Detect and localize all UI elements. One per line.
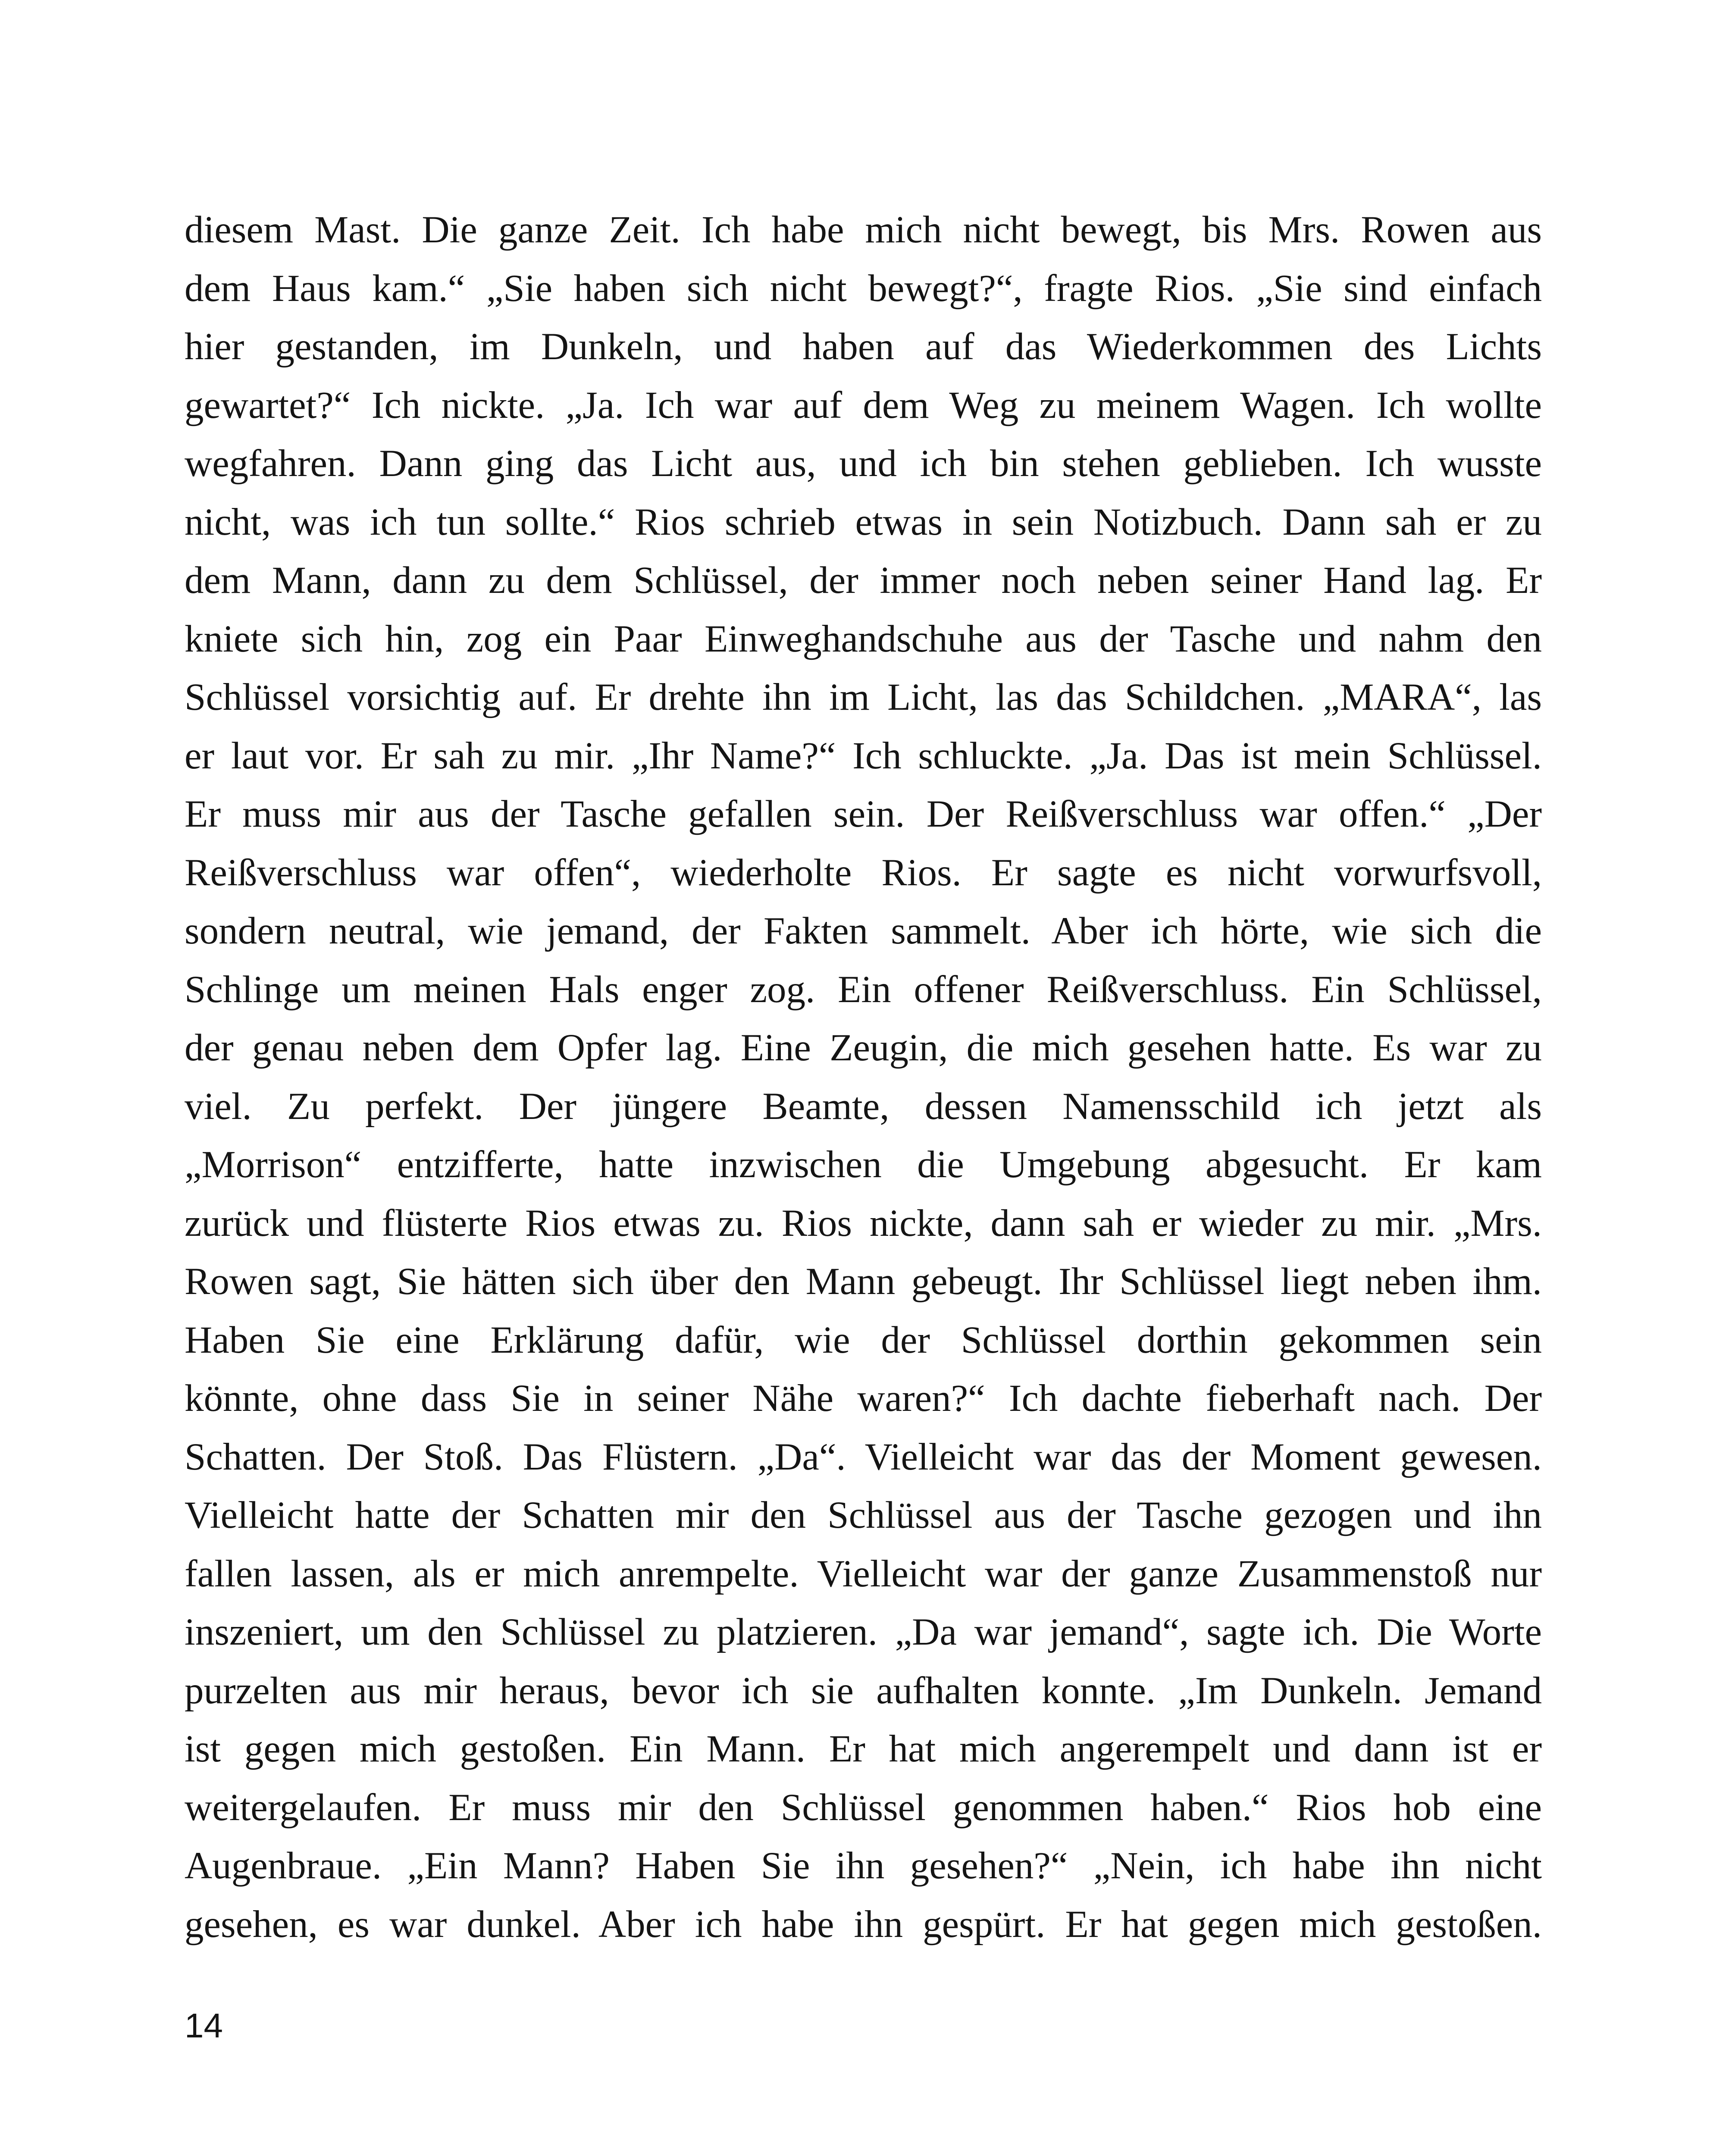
text-line: inszeniert, um den Schlüssel zu platzieren. „Da war jemand“, sagte ich. Die Worte — [185, 1611, 1542, 1653]
text-line: diesem Mast. Die ganze Zeit. Ich habe mich nicht bewegt, bis Mrs. Rowen aus — [185, 209, 1542, 251]
text-line: dem Mann, dann zu dem Schlüssel, der immer noch neben seiner Hand lag. Er — [185, 559, 1542, 602]
text-line: hier gestanden, im Dunkeln, und haben auf das Wiederkommen des Lichts — [185, 326, 1542, 368]
text-line: Reißverschluss war offen“, wiederholte Rios. Er sagte es nicht vorwurfsvoll, — [185, 851, 1542, 894]
text-line: ist gegen mich gestoßen. Ein Mann. Er hat mich angerempelt und dann ist er — [185, 1728, 1542, 1770]
text-line: weitergelaufen. Er muss mir den Schlüssel genommen haben.“ Rios hob eine — [185, 1786, 1542, 1829]
text-line: Augenbraue. „Ein Mann? Haben Sie ihn gesehen?“ „Nein, ich habe ihn nicht — [185, 1845, 1542, 1887]
text-line: Schatten. Der Stoß. Das Flüstern. „Da“. Vielleicht war das der Moment gewesen. — [185, 1435, 1542, 1478]
text-line: nicht, was ich tun sollte.“ Rios schrieb etwas in sein Notizbuch. Dann sah er zu — [185, 501, 1542, 543]
text-line: Haben Sie eine Erklärung dafür, wie der Schlüssel dorthin gekommen sein — [185, 1319, 1542, 1361]
text-line: er laut vor. Er sah zu mir. „Ihr Name?“ Ich schluckte. „Ja. Das ist mein Schlüssel. — [185, 734, 1542, 777]
text-line: Schlüssel vorsichtig auf. Er drehte ihn im Licht, las das Schildchen. „MARA“, las — [185, 676, 1542, 718]
text-line: wegfahren. Dann ging das Licht aus, und ich bin stehen geblieben. Ich wusste — [185, 442, 1542, 485]
text-line: kniete sich hin, zog ein Paar Einweghandschuhe aus der Tasche und nahm den — [185, 617, 1542, 660]
text-line: sondern neutral, wie jemand, der Fakten sammelt. Aber ich hörte, wie sich die — [185, 910, 1542, 952]
text-line: „Morrison“ entzifferte, hatte inzwischen die Umgebung abgesucht. Er kam — [185, 1144, 1542, 1186]
text-line: der genau neben dem Opfer lag. Eine Zeugin, die mich gesehen hatte. Es war zu — [185, 1027, 1542, 1069]
body-text — [185, 201, 1542, 1954]
text-line: viel. Zu perfekt. Der jüngere Beamte, dessen Namensschild ich jetzt als — [185, 1085, 1542, 1128]
text-line: gewartet?“ Ich nickte. „Ja. Ich war auf dem Weg zu meinem Wagen. Ich wollte — [185, 384, 1542, 426]
text-line: fallen lassen, als er mich anrempelte. Vielleicht war der ganze Zusammenstoß nur — [185, 1552, 1542, 1595]
text-line: zurück und flüsterte Rios etwas zu. Rios nickte, dann sah er wieder zu mir. „Mrs. — [185, 1202, 1542, 1244]
text-line: dem Haus kam.“ „Sie haben sich nicht bewegt?“, fragte Rios. „Sie sind einfach — [185, 267, 1542, 310]
text-line: purzelten aus mir heraus, bevor ich sie aufhalten konnte. „Im Dunkeln. Jemand — [185, 1669, 1542, 1712]
text-line: Er muss mir aus der Tasche gefallen sein. Der Reißverschluss war offen.“ „Der — [185, 793, 1542, 835]
text-line: Vielleicht hatte der Schatten mir den Schlüssel aus der Tasche gezogen und ihn — [185, 1494, 1542, 1536]
text-line: Rowen sagt, Sie hätten sich über den Mann gebeugt. Ihr Schlüssel liegt neben ihm. — [185, 1260, 1542, 1303]
text-line: gesehen, es war dunkel. Aber ich habe ihn gespürt. Er hat gegen mich gestoßen. — [185, 1903, 1542, 1946]
page-number: 14 — [185, 2006, 223, 2045]
text-line: könnte, ohne dass Sie in seiner Nähe waren?“ Ich dachte fieberhaft nach. Der — [185, 1377, 1542, 1420]
text-line: Schlinge um meinen Hals enger zog. Ein offener Reißverschluss. Ein Schlüssel, — [185, 968, 1542, 1011]
